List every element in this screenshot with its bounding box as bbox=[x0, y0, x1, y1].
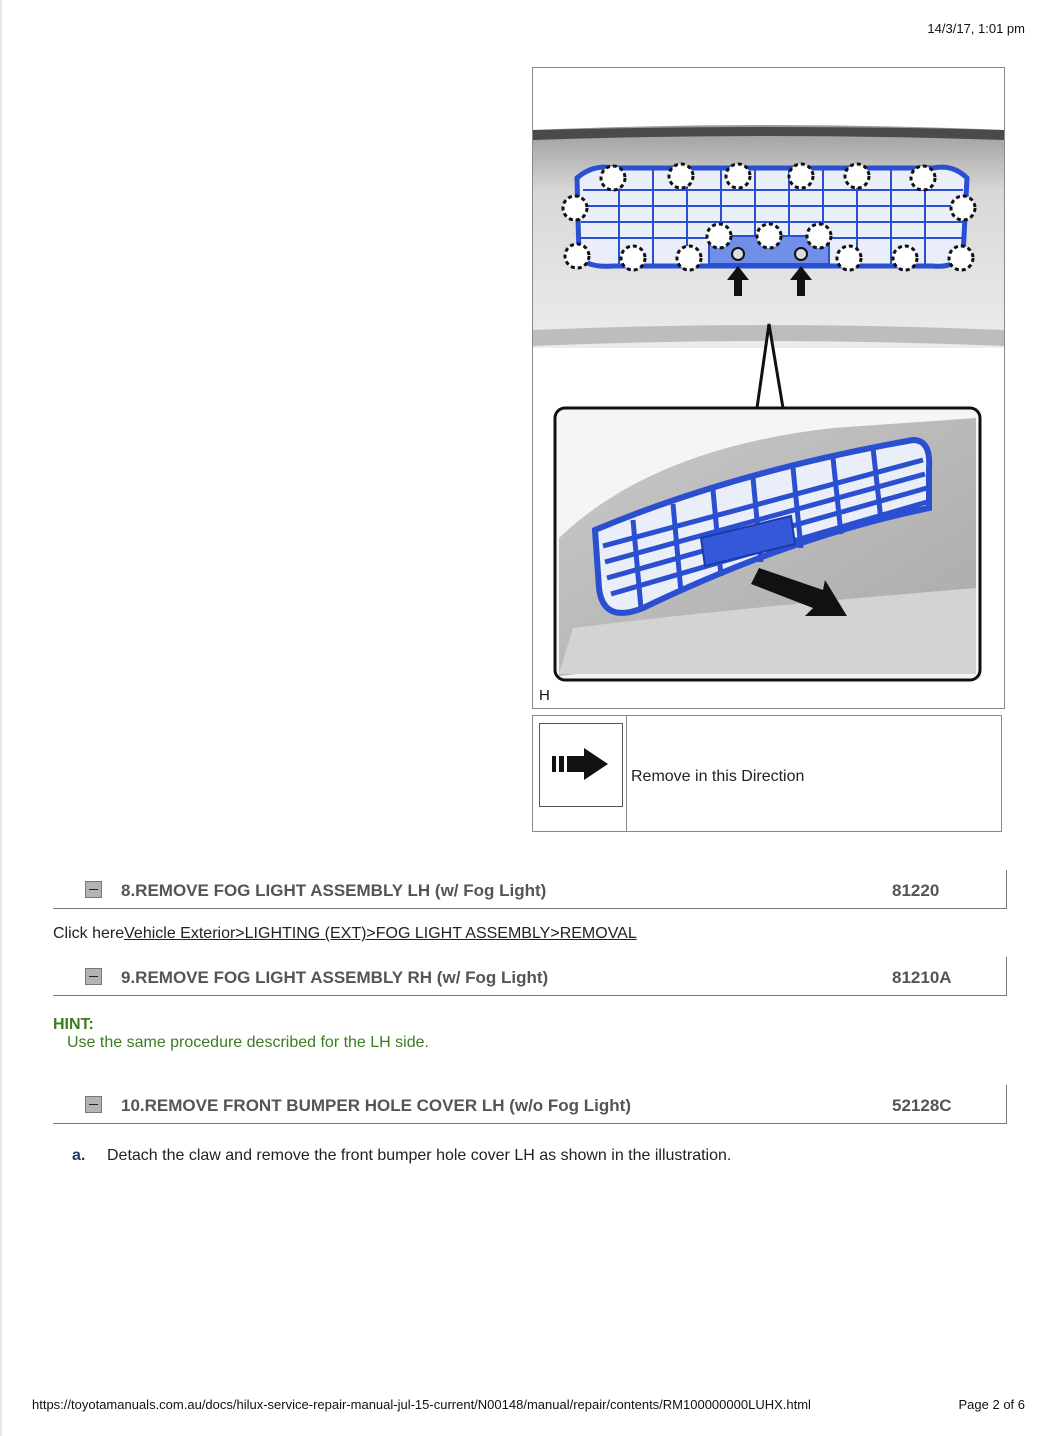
section-9-header bbox=[53, 957, 1007, 996]
section-code: 81210A bbox=[892, 968, 952, 987]
click-here-line bbox=[53, 925, 637, 943]
step-text: Detach the claw and remove the front bumper hole cover LH as shown in the illustration. bbox=[107, 1147, 732, 1164]
grille-removal-illustration bbox=[533, 68, 1004, 708]
collapse-icon[interactable] bbox=[85, 1096, 102, 1113]
collapse-icon[interactable] bbox=[85, 968, 102, 985]
click-here-prefix: Click here bbox=[53, 925, 125, 942]
footer-url: https://toyotamanuals.com.au/docs/hilux-service-repair-manual-jul-15-current/N00148/manual/repair/contents/RM100000000LUHX.html bbox=[32, 1397, 811, 1412]
legend-description: Remove in this Direction bbox=[631, 768, 805, 785]
section-title: 10.REMOVE FRONT BUMPER HOLE COVER LH (w/o Fog Light) bbox=[121, 1096, 631, 1115]
procedure-link[interactable]: Vehicle Exterior>LIGHTING (EXT)>FOG LIGHT ASSEMBLY>REMOVAL bbox=[124, 925, 637, 942]
print-timestamp: 14/3/17, 1:01 pm bbox=[927, 21, 1025, 36]
footer-page-number: Page 2 of 6 bbox=[958, 1397, 1025, 1412]
figure-label: H bbox=[539, 687, 550, 704]
step-letter: a. bbox=[72, 1147, 86, 1164]
hint-label: HINT: bbox=[53, 1016, 94, 1033]
section-title: 9.REMOVE FOG LIGHT ASSEMBLY RH (w/ Fog Light) bbox=[121, 968, 549, 987]
legend-icon-box bbox=[539, 723, 623, 807]
legend-icon-cell bbox=[533, 716, 627, 831]
section-code: 52128C bbox=[892, 1096, 952, 1115]
legend-table bbox=[532, 715, 1002, 832]
section-code: 81220 bbox=[892, 881, 940, 900]
right-arrow-icon bbox=[540, 724, 622, 806]
hint-text: Use the same procedure described for the LH side. bbox=[67, 1034, 429, 1051]
illustration-figure bbox=[532, 67, 1005, 709]
section-10-header bbox=[53, 1085, 1007, 1124]
collapse-icon[interactable] bbox=[85, 881, 102, 898]
section-title: 8.REMOVE FOG LIGHT ASSEMBLY LH (w/ Fog Light) bbox=[121, 881, 547, 900]
section-8-header bbox=[53, 870, 1007, 909]
page-left-edge bbox=[0, 0, 2, 1436]
